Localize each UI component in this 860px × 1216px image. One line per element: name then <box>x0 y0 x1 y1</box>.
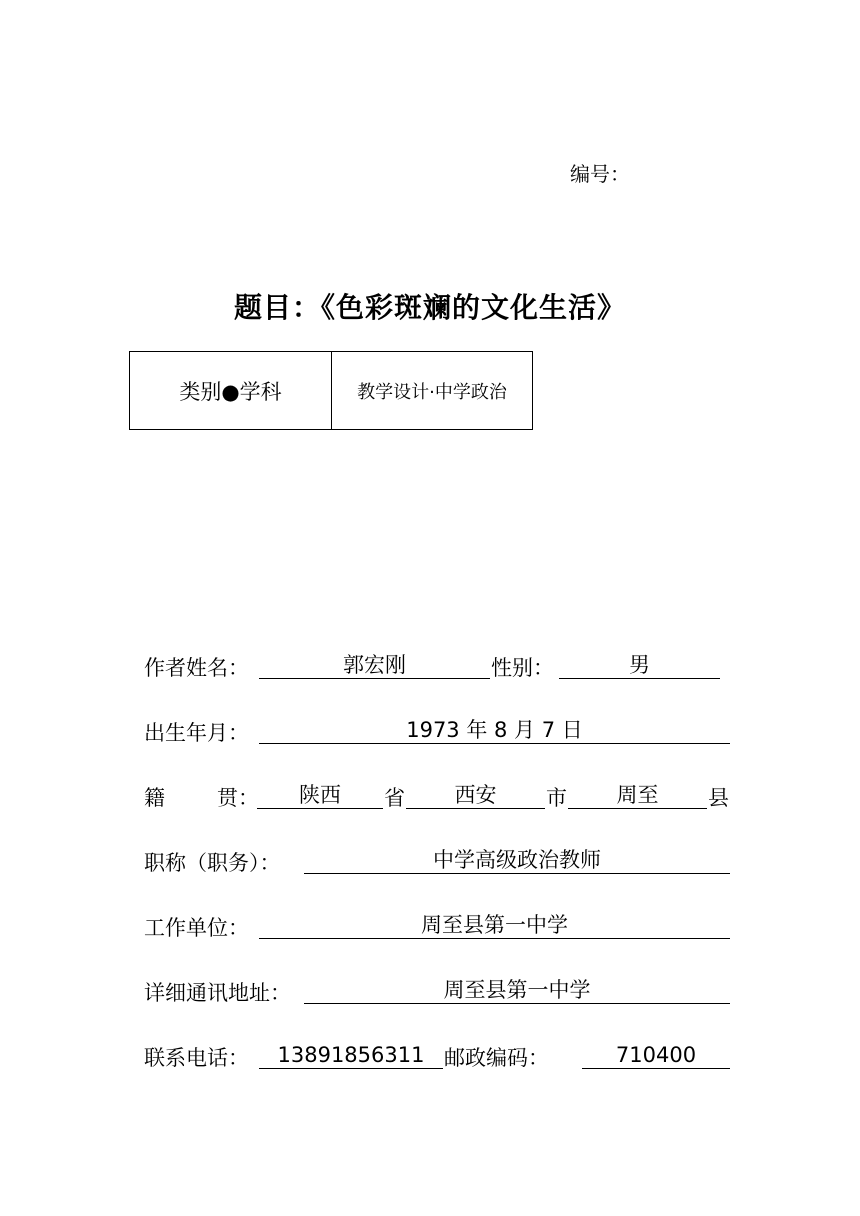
province-field <box>257 782 383 809</box>
birth-label: 出生年月： <box>144 721 249 745</box>
work-unit-value: 周至县第一中学 <box>421 913 568 937</box>
province-unit: 省 <box>384 786 405 810</box>
work-unit-label: 工作单位： <box>144 916 249 940</box>
phone-label: 联系电话： <box>144 1046 249 1070</box>
professional-title-label: 职称（职务）： <box>144 851 281 875</box>
gender-label: 性别： <box>491 656 554 680</box>
city-unit: 市 <box>546 786 567 810</box>
postcode-value: 710400 <box>615 1043 697 1067</box>
birth-row <box>144 717 734 747</box>
county-unit: 县 <box>708 786 729 810</box>
author-field <box>259 652 490 679</box>
county-field <box>568 782 707 809</box>
address-row <box>144 977 734 1007</box>
work-unit-row <box>144 912 734 942</box>
province-value: 陕西 <box>299 783 341 807</box>
origin-label-second: 贯： <box>217 786 259 810</box>
birth-value: 1973 年 8 月 7 日 <box>406 718 583 742</box>
city-value: 西安 <box>454 783 497 807</box>
gender-field <box>559 652 720 679</box>
category-value-cell: 教学设计·中学政治 <box>332 352 533 430</box>
origin-label-first: 籍 <box>144 786 165 810</box>
address-label: 详细通讯地址： <box>144 981 291 1005</box>
professional-title-field <box>304 847 730 874</box>
postcode-label: 邮政编码： <box>444 1046 549 1070</box>
document-title: 题目：《色彩斑斓的文化生活》 <box>233 291 626 324</box>
gender-value: 男 <box>629 653 650 677</box>
serial-number-label: 编号： <box>570 162 630 186</box>
author-label: 作者姓名： <box>144 656 249 680</box>
contact-row <box>144 1042 734 1072</box>
author-value: 郭宏刚 <box>343 653 406 677</box>
professional-title-value: 中学高级政治教师 <box>433 848 601 872</box>
county-value: 周至 <box>616 783 659 807</box>
birth-field <box>259 717 730 744</box>
origin-row <box>144 782 734 812</box>
author-row <box>144 652 734 682</box>
phone-field <box>259 1042 443 1069</box>
professional-title-row <box>144 847 734 877</box>
city-field <box>406 782 545 809</box>
category-table <box>129 351 533 430</box>
address-value: 周至县第一中学 <box>443 978 591 1002</box>
phone-value: 13891856311 <box>277 1043 425 1067</box>
category-label-cell: 类别●学科 <box>130 352 332 430</box>
postcode-field <box>582 1042 730 1069</box>
address-field <box>304 977 730 1004</box>
work-unit-field <box>259 912 730 939</box>
